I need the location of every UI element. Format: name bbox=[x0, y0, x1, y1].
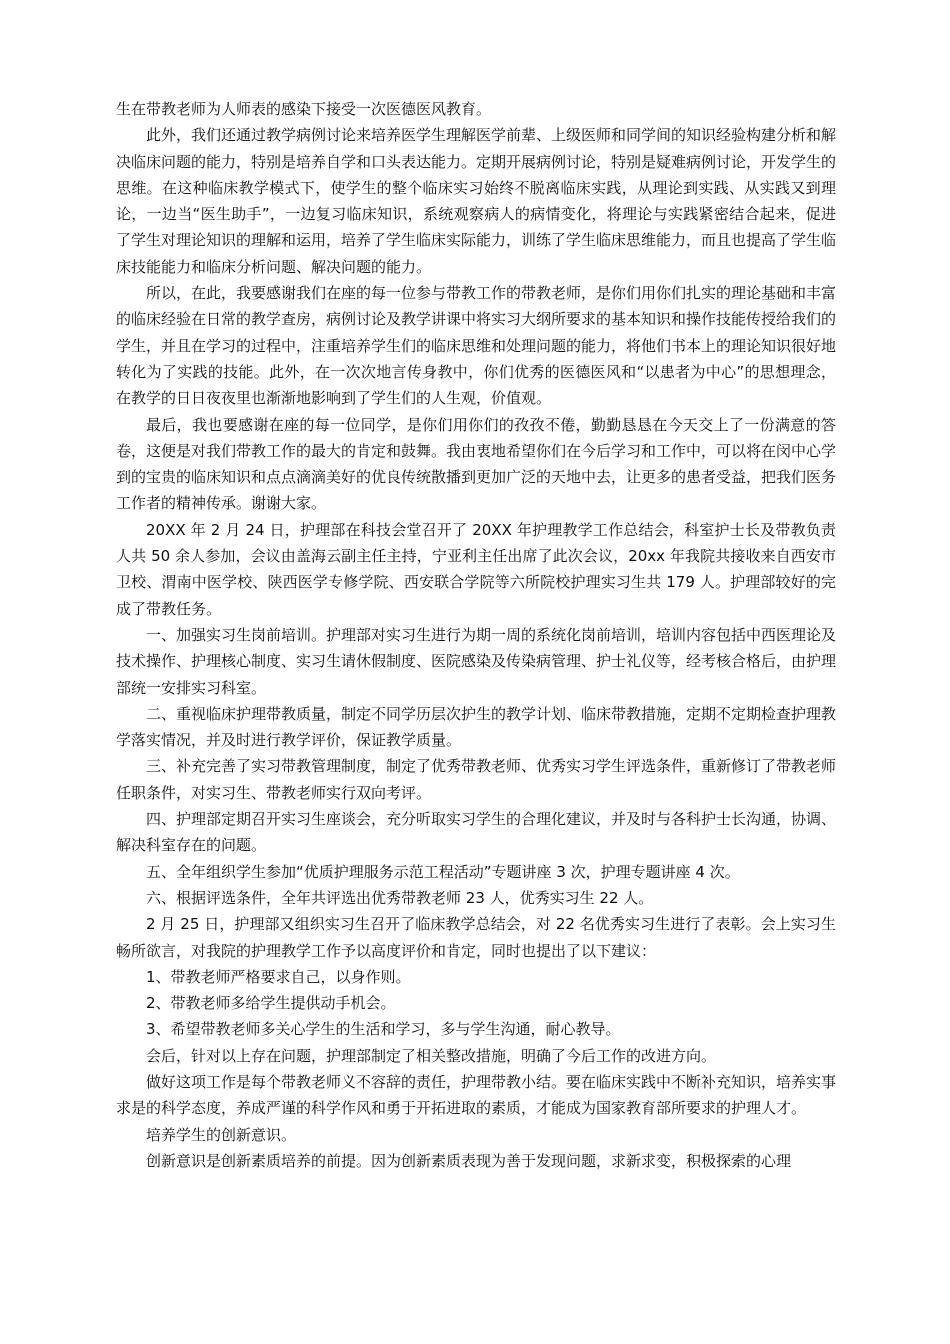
paragraph: 一、加强实习生岗前培训。护理部对实习生进行为期一周的系统化岗前培训，培训内容包括中西医理论及技术操作、护理核心制度、实习生请休假制度、医院感染及传染病管理、护士礼仪等，经考核合格后，由护理部统一安排实习科室。 bbox=[116, 625, 837, 697]
paragraph: 20XX 年 2 月 24 日，护理部在科技会堂召开了 20XX 年护理教学工作总结会，科室护士长及带教负责人共 50 余人参加，会议由盖海云副主任主持，宁亚利主任出席了此次会议，20xx 年我院共接收来自西安市卫校、渭南中医学校、陕西医学专修学院、西安联合学院等六所院校护理实习生共 179 人。护理部较好的完成了带教任务。 bbox=[116, 520, 836, 618]
document-page bbox=[116, 96, 836, 1174]
list-item: 3、希望带教老师多关心学生的生活和学习，多与学生沟通，耐心教导。 bbox=[146, 1020, 621, 1039]
paragraph: 此外，我们还通过教学病例讨论来培养医学生理解医学前辈、上级医师和同学间的知识经验构建分析和解决临床问题的能力，特别是培养自学和口头表达能力。定期开展病例讨论，特别是疑难病例讨论，开发学生的思维。在这种临床教学模式下，使学生的整个临床实习始终不脱离临床实践，从理论到实践、从实践又到理论，一边当“医生助手”，一边复习临床知识，系统观察病人的病情变化，将理论与实践紧密结合起来，促进了学生对理论知识的理解和运用，培养了学生临床实际能力，训练了学生临床思维能力，而且也提高了学生临床技能能力和临床分析问题、解决问题的能力。 bbox=[116, 126, 837, 276]
list-item: 2、带教老师多给学生提供动手机会。 bbox=[146, 994, 396, 1013]
paragraph: 2 月 25 日，护理部又组织实习生召开了临床教学总结会，对 22 名优秀实习生进行了表彰。会上实习生畅所欲言，对我院的护理教学工作予以高度评价和肯定，同时也提出了以下建议： bbox=[116, 915, 836, 960]
paragraph: 三、补充完善了实习带教管理制度，制定了优秀带教老师、优秀实习学生评选条件，重新修订了带教老师任职条件，对实习生、带教老师实行双向考评。 bbox=[116, 757, 837, 802]
paragraph: 会后，针对以上存在问题，护理部制定了相关整改措施，明确了今后工作的改进方向。 bbox=[146, 1046, 717, 1065]
paragraph: 四、护理部定期召开实习生座谈会，充分听取实习学生的合理化建议，并及时与各科护士长沟通，协调、解决科室存在的问题。 bbox=[116, 810, 837, 855]
paragraph: 培养学生的创新意识。 bbox=[146, 1125, 297, 1144]
list-item: 1、带教老师严格要求自己，以身作则。 bbox=[146, 967, 411, 986]
paragraph: 生在带教老师为人师表的感染下接受一次医德医风教育。 bbox=[116, 100, 492, 118]
paragraph: 最后，我也要感谢在座的每一位同学，是你们用你们的孜孜不倦，勤勤恳恳在今天交上了一份满意的答卷，这便是对我们带教工作的最大的肯定和鼓舞。我由衷地希望你们在今后学习和工作中，可以将在闵中心学到的宝贵的临床知识和点点滴滴美好的优良传统散播到更加广泛的天地中去，让更多的患者受益，把我们医务工作者的精神传承。谢谢大家。 bbox=[116, 415, 837, 513]
paragraph: 创新意识是创新素质培养的前提。因为创新素质表现为善于发现问题，求新求变，积极探索的心理 bbox=[146, 1151, 792, 1170]
paragraph: 所以，在此，我要感谢我们在座的每一位参与带教工作的带教老师，是你们用你们扎实的理论基础和丰富的临床经验在日常的教学查房，病例讨论及教学讲课中将实习大纲所要求的基本知识和操作技能传授给我们的学生，并且在学习的过程中，注重培养学生们的临床思维和处理问题的能力，将他们书本上的理论知识很好地转化为了实践的技能。此外，在一次次地言传身教中，你们优秀的医德医风和“以患者为中心”的思想理念，在教学的日日夜夜里也渐渐地影响到了学生们的人生观，价值观。 bbox=[116, 284, 837, 408]
paragraph: 做好这项工作是每个带教老师义不容辞的责任，护理带教小结。要在临床实践中不断补充知识，培养实事求是的科学态度，养成严谨的科学作风和勇于开拓进取的素质，才能成为国家教育部所要求的护理人才。 bbox=[116, 1072, 837, 1118]
paragraph: 二、重视临床护理带教质量，制定不同学历层次护生的教学计划、临床带教措施，定期不定期检查护理教学落实情况，并及时进行教学评价，保证教学质量。 bbox=[116, 704, 837, 750]
paragraph: 六、根据评选条件，全年共评选出优秀带教老师 23 人，优秀实习生 22 人。 bbox=[146, 888, 654, 907]
paragraph: 五、全年组织学生参加“优质护理服务示范工程活动”专题讲座 3 次，护理专题讲座 4 次。 bbox=[146, 862, 740, 881]
